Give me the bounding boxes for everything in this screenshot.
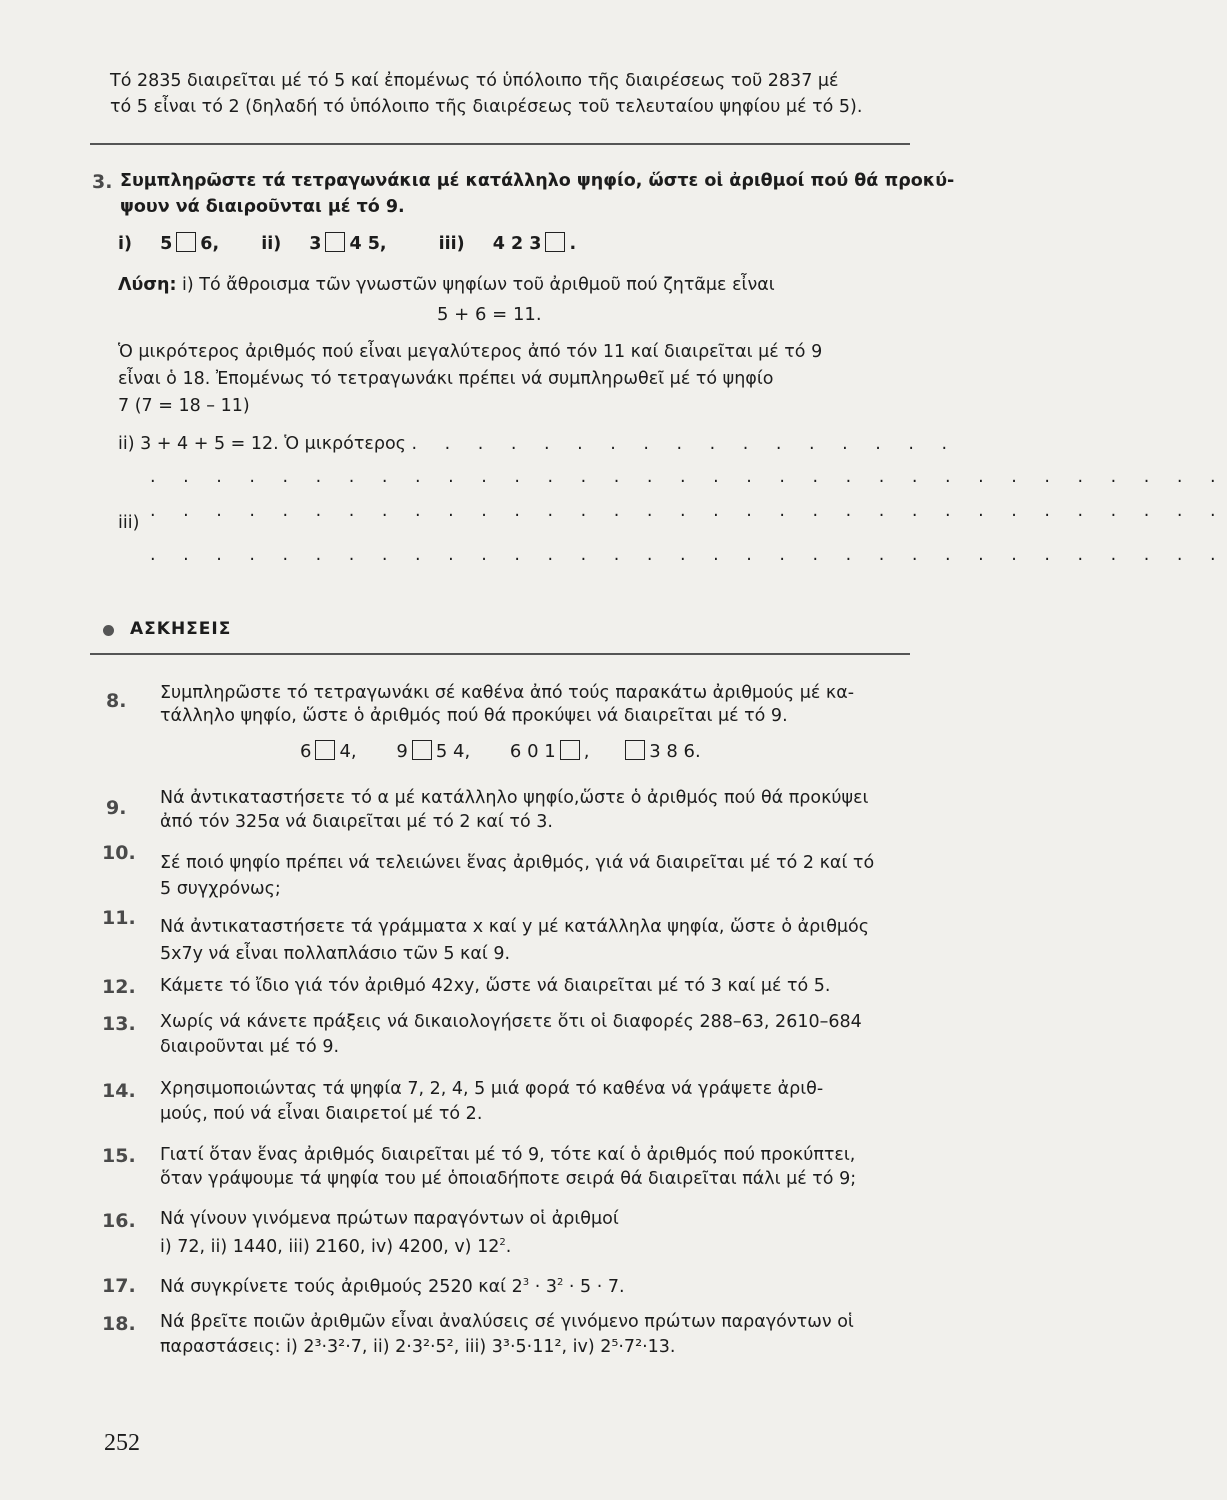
intro-line-2: τό 5 εἶναι τό 2 (δηλαδή τό ὑπόλοιπο τῆς διαιρέσεως τοῦ τελευταίου ψηφίου μέ τό 5).	[110, 97, 863, 117]
item-digit: ,	[583, 741, 590, 762]
ex13-line-1: Χωρίς νά κάνετε πράξεις νά δικαιολογήσετε ὅτι οἱ διαφορές 288–63, 2610–684	[160, 1012, 862, 1032]
page-number: 252	[104, 1430, 140, 1456]
ex15-line-2: ὅταν γράψουμε τά ψηφία του μέ ὁποιαδήποτε σειρά θά διαιρεῖται πάλι μέ τό 9;	[160, 1169, 857, 1189]
ex8-items	[300, 740, 701, 763]
ex15-line-1: Γιατί ὅταν ἕνας ἀριθμός διαιρεῖται μέ τό 9, τότε καί ὁ ἀριθμός πού προκύπτει,	[160, 1145, 856, 1165]
digit-box	[560, 740, 580, 760]
bullet-icon	[103, 625, 114, 636]
item-digit: 3 8 6.	[649, 741, 701, 762]
ex3-title-2: ψουν νά διαιροῦνται μέ τό 9.	[120, 197, 405, 217]
ex10-line-1: Σέ ποιό ψηφίο πρέπει νά τελειώνει ἕνας ἀριθμός, γιά νά διαιρεῖται μέ τό 2 καί τό	[160, 853, 875, 873]
exercise-number: 11.	[102, 907, 136, 929]
ex11-line-2: 5x7y νά εἶναι πολλαπλάσιο τῶν 5 καί 9.	[160, 944, 511, 964]
ex3-solution-3: εἶναι ὁ 18. Ἐπομένως τό τετραγωνάκι πρέπει νά συμπληρωθεῖ μέ τό ψηφίο	[118, 369, 774, 389]
ex16-line-1: Νά γίνουν γινόμενα πρώτων παραγόντων οἱ ἀριθμοί	[160, 1209, 619, 1229]
section-title: ΑΣΚΗΣΕΙΣ	[130, 619, 232, 639]
digit-box	[325, 232, 345, 252]
divider-rule	[90, 143, 910, 145]
item-digit: 6,	[200, 234, 220, 254]
digit-box	[412, 740, 432, 760]
item-digit: 5	[160, 234, 173, 254]
ex3-part-ii	[118, 433, 958, 455]
exercise-number: 8.	[106, 690, 127, 712]
ex3-solution-2: Ὁ μικρότερος ἀριθμός πού εἶναι μεγαλύτερος ἀπό τόν 11 καί διαιρεῖται μέ τό 9	[118, 342, 823, 362]
ex3-equation: 5 + 6 = 11.	[437, 304, 542, 325]
ex10-line-2: 5 συγχρόνως;	[160, 879, 281, 899]
exercise-number: 9.	[106, 797, 127, 819]
ex18-line-2: παραστάσεις: i) 2³·3²·7, ii) 2·3²·5², iii) 3³·5·11², iv) 2⁵·7²·13.	[160, 1337, 676, 1357]
ex14-line-2: μούς, πού νά εἶναι διαιρετοί μέ τό 2.	[160, 1104, 483, 1124]
digit-box	[315, 740, 335, 760]
exercise-number: 10.	[102, 842, 136, 864]
exponent: 2	[499, 1237, 506, 1248]
fill-dots: . . . . . . . . . . . . . . . . . . . . . . . . . . . . . . . . .	[150, 501, 1227, 521]
ex3-part-iii: iii)	[118, 513, 140, 533]
ex12-line-1: Κάμετε τό ἴδιο γιά τόν ἀριθμό 42xy, ὥστε νά διαιρεῖται μέ τό 3 καί μέ τό 5.	[160, 976, 831, 996]
ex18-line-1: Νά βρεῖτε ποιῶν ἀριθμῶν εἶναι ἀναλύσεις σέ γινόμενο πρώτων παραγόντων οἱ	[160, 1312, 854, 1332]
item-digit: 9	[396, 741, 408, 762]
exponent: 3	[522, 1277, 530, 1288]
ex17-line-1	[160, 1272, 625, 1298]
exercise-number: 13.	[102, 1013, 136, 1035]
exercise-number: 14.	[102, 1080, 136, 1102]
exponent: 2	[556, 1277, 564, 1288]
ex8-line-1: Συμπληρῶστε τό τετραγωνάκι σέ καθένα ἀπό τούς παρακάτω ἀριθμούς μέ κα-	[160, 683, 855, 703]
exercise-number: 16.	[102, 1210, 136, 1232]
exercise-number: 18.	[102, 1313, 136, 1335]
item-label: i)	[118, 234, 132, 254]
digit-box	[625, 740, 645, 760]
ex11-line-1: Νά ἀντικαταστήσετε τά γράμματα x καί y μέ κατάλληλα ψηφία, ὥστε ὁ ἀριθμός	[160, 917, 870, 937]
item-digit: 3	[309, 234, 322, 254]
fill-dots: . . . . . . . . . . . . . . . . .	[411, 434, 959, 454]
intro-line-1: Τό 2835 διαιρεῖται μέ τό 5 καί ἐπομένως τό ὑπόλοιπο τῆς διαιρέσεως τοῦ 2837 μέ	[110, 71, 839, 91]
fill-dots: . . . . . . . . . . . . . . . . . . . . . . . . . . . . . . . . .	[150, 467, 1227, 487]
ex17-text: Νά συγκρίνετε τούς ἀριθμούς 2520 καί 2	[160, 1276, 523, 1297]
divider-rule	[90, 653, 910, 655]
item-digit: .	[569, 234, 577, 254]
exercise-number: 12.	[102, 976, 136, 998]
exercise-number: 3.	[92, 171, 113, 193]
ex8-line-2: τάλληλο ψηφίο, ὥστε ὁ ἀριθμός πού θά προκύψει νά διαιρεῖται μέ τό 9.	[160, 706, 788, 726]
ex9-line-1: Νά ἀντικαταστήσετε τό α μέ κατάλληλο ψηφίο,ὥστε ὁ ἀριθμός πού θά προκύψει	[160, 788, 869, 808]
ex3-title-1: Συμπληρῶστε τά τετραγωνάκια μέ κατάλληλο ψηφίο, ὥστε οἱ ἀριθμοί πού θά προκύ-	[120, 171, 955, 191]
item-label: ii)	[261, 234, 282, 254]
ex16-end: .	[505, 1236, 512, 1257]
part-text: ii) 3 + 4 + 5 = 12. Ὁ μικρότερος	[118, 434, 406, 454]
digit-box	[545, 232, 565, 252]
item-digit: 4 2 3	[492, 234, 542, 254]
solution-label: Λύση:	[118, 275, 177, 295]
item-label: iii)	[438, 234, 465, 254]
ex17-text: · 3	[529, 1276, 557, 1297]
ex9-line-2: ἀπό τόν 325α νά διαιρεῖται μέ τό 2 καί τό 3.	[160, 812, 553, 832]
item-digit: 6	[300, 741, 312, 762]
ex16-list: i) 72, ii) 1440, iii) 2160, iv) 4200, v) 12	[160, 1236, 500, 1257]
fill-dots: . . . . . . . . . . . . . . . . . . . . . . . . . . . . . . . . .	[150, 545, 1227, 565]
ex17-text: · 5 · 7.	[563, 1276, 625, 1297]
item-digit: 5 4,	[435, 741, 471, 762]
ex13-line-2: διαιροῦνται μέ τό 9.	[160, 1037, 340, 1057]
item-digit: 4 5,	[349, 234, 387, 254]
ex3-items	[118, 232, 576, 255]
ex3-solution-4: 7 (7 = 18 – 11)	[118, 396, 250, 416]
ex16-line-2	[160, 1232, 511, 1258]
digit-box	[176, 232, 196, 252]
ex14-line-1: Χρησιμοποιώντας τά ψηφία 7, 2, 4, 5 μιά φορά τό καθένα νά γράψετε ἀριθ-	[160, 1079, 824, 1099]
item-digit: 4,	[339, 741, 357, 762]
solution-text: i) Τό ἄθροισμα τῶν γνωστῶν ψηφίων τοῦ ἀριθμοῦ πού ζητᾶμε εἶναι	[182, 275, 775, 295]
exercise-number: 15.	[102, 1145, 136, 1167]
item-digit: 6 0 1	[509, 741, 556, 762]
exercise-number: 17.	[102, 1275, 136, 1297]
ex3-solution-1	[118, 274, 775, 296]
